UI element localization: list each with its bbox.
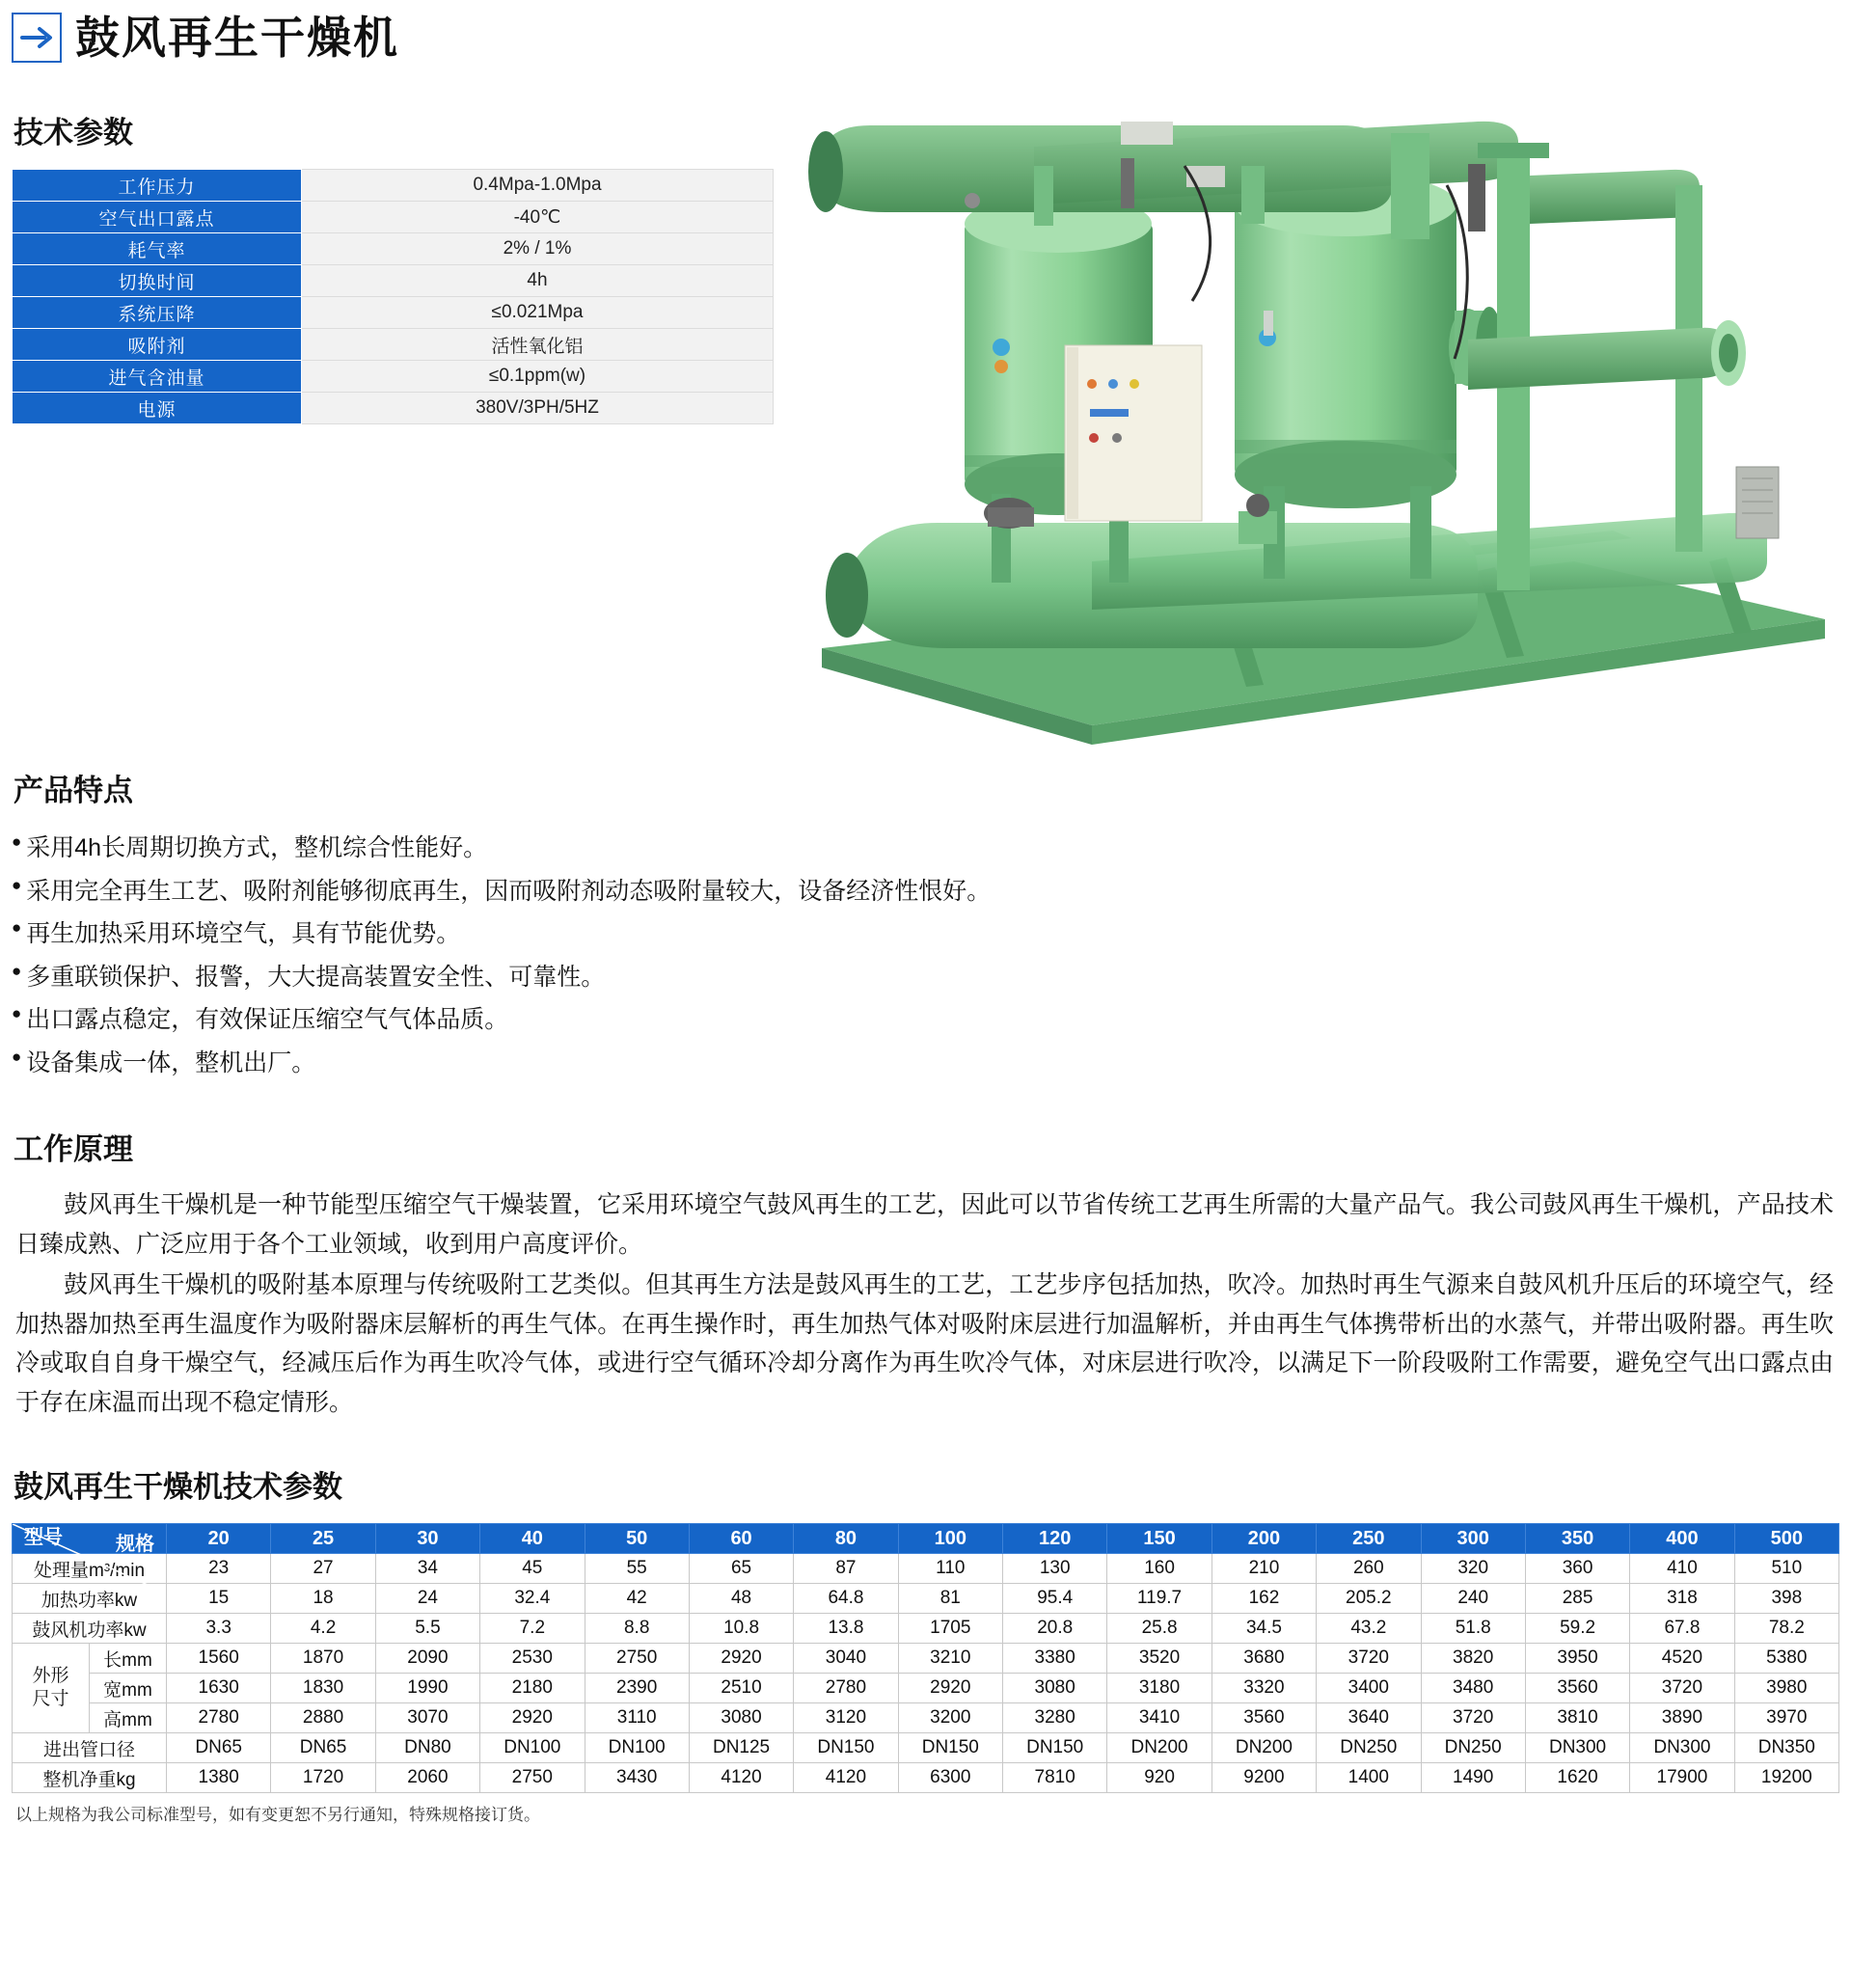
feature-text: 再生加热采用环境空气，具有节能优势。 — [26, 920, 461, 947]
cell: DN200 — [1211, 1733, 1316, 1763]
spec-value: ≤0.1ppm(w) — [302, 361, 774, 393]
cell: 42 — [585, 1584, 689, 1614]
parameter-table — [12, 1523, 1839, 1793]
cell: 4120 — [794, 1763, 898, 1793]
cell: 13.8 — [794, 1614, 898, 1644]
cell: 360 — [1525, 1554, 1629, 1584]
spec-value: 4h — [302, 265, 774, 297]
cell: 1990 — [375, 1674, 479, 1703]
list-item — [12, 912, 1839, 956]
cell: DN80 — [375, 1733, 479, 1763]
cell: DN150 — [898, 1733, 1002, 1763]
cell: 1870 — [271, 1644, 375, 1674]
cell: 24 — [375, 1584, 479, 1614]
column-header: 50 — [585, 1524, 689, 1554]
table-row — [13, 1763, 1839, 1793]
corner-model-label: 型号 — [24, 1527, 63, 1548]
cell: 3110 — [585, 1703, 689, 1733]
cell: 3980 — [1734, 1674, 1838, 1703]
spec-key: 工作压力 — [13, 170, 302, 202]
bullet-icon: ● — [12, 1004, 22, 1022]
list-item — [12, 1042, 1839, 1085]
table-row — [13, 1703, 1839, 1733]
column-header: 150 — [1107, 1524, 1211, 1554]
cell: 7.2 — [480, 1614, 585, 1644]
cell: DN65 — [271, 1733, 375, 1763]
cell: 2180 — [480, 1674, 585, 1703]
principle-heading: 工作原理 — [14, 1132, 133, 1166]
cell: 1720 — [271, 1763, 375, 1793]
principle-paragraph: 鼓风再生干燥机的吸附基本原理与传统吸附工艺类似。但其再生方法是鼓风再生的工艺，工艺步序包括加热，吹冷。加热时再生气源来自鼓风机升压后的环境空气，经加热器加热至再生温度作为吸附器床层解析的再生气体。在再生操作时，再生加热气体对吸附床层进行加温解析，并由再生气体携带析出的水蒸气，并带出吸附器。再生吹冷或取自自身干燥空气，经减压后作为再生吹冷气体，或进行空气循环冷却分离作为再生吹冷气体，对床层进行吹冷，以满足下一阶段吸附工作需要，避免空气出口露点由于存在床温而出现不稳定情形。 — [15, 1271, 1834, 1416]
principle-paragraph: 鼓风再生干燥机是一种节能型压缩空气干燥装置，它采用环境空气鼓风再生的工艺，因此可以节省传统工艺再生所需的大量产品气。我公司鼓风再生干燥机，产品技术日臻成熟、广泛应用于各个工业领域，收到用户高度评价。 — [15, 1191, 1834, 1258]
cell: 59.2 — [1525, 1614, 1629, 1644]
cell: 1705 — [898, 1614, 1002, 1644]
column-header: 350 — [1525, 1524, 1629, 1554]
cell: 78.2 — [1734, 1614, 1838, 1644]
cell: 2920 — [898, 1674, 1002, 1703]
table-row — [13, 1644, 1839, 1674]
table-row — [13, 361, 774, 393]
cell: DN350 — [1734, 1733, 1838, 1763]
table-row — [13, 170, 774, 202]
row-label: 进出管口径 — [13, 1733, 167, 1763]
cell: 17900 — [1630, 1763, 1734, 1793]
table-row — [13, 265, 774, 297]
cell: 2780 — [167, 1703, 271, 1733]
cell: 34.5 — [1211, 1614, 1316, 1644]
cell: 15 — [167, 1584, 271, 1614]
bullet-icon: ● — [12, 961, 22, 980]
spec-value: -40℃ — [302, 202, 774, 233]
bullet-icon: ● — [12, 875, 22, 894]
cell: 410 — [1630, 1554, 1734, 1584]
cell: 320 — [1421, 1554, 1525, 1584]
cell: 510 — [1734, 1554, 1838, 1584]
cell: 240 — [1421, 1584, 1525, 1614]
cell: 8.8 — [585, 1614, 689, 1644]
cell: 95.4 — [1003, 1584, 1107, 1614]
cell: DN150 — [794, 1733, 898, 1763]
spec-key: 耗气率 — [13, 233, 302, 265]
cell: 3720 — [1421, 1703, 1525, 1733]
features-section — [12, 766, 1839, 1084]
spec-value: 0.4Mpa-1.0Mpa — [302, 170, 774, 202]
cell: 3950 — [1525, 1644, 1629, 1674]
column-header: 60 — [689, 1524, 793, 1554]
bullet-icon: ● — [12, 918, 22, 937]
cell: 210 — [1211, 1554, 1316, 1584]
cell: 5380 — [1734, 1644, 1838, 1674]
column-header: 40 — [480, 1524, 585, 1554]
row-sub-label: 长mm — [90, 1644, 167, 1674]
cell: 205.2 — [1317, 1584, 1421, 1614]
cell: 6300 — [898, 1763, 1002, 1793]
cell: 119.7 — [1107, 1584, 1211, 1614]
cell: 55 — [585, 1554, 689, 1584]
cell: 81 — [898, 1584, 1002, 1614]
cell: 2510 — [689, 1674, 793, 1703]
bullet-icon: ● — [12, 1047, 22, 1066]
spec-table — [12, 169, 774, 424]
column-header: 20 — [167, 1524, 271, 1554]
cell: 10.8 — [689, 1614, 793, 1644]
cell: DN300 — [1525, 1733, 1629, 1763]
row-label: 鼓风机功率kw — [13, 1614, 167, 1644]
feature-text: 出口露点稳定，有效保证压缩空气气体品质。 — [26, 1006, 509, 1033]
feature-text: 多重联锁保护、报警，大大提高装置安全性、可靠性。 — [26, 963, 606, 991]
cell: 32.4 — [480, 1584, 585, 1614]
column-header: 200 — [1211, 1524, 1316, 1554]
cell: 3680 — [1211, 1644, 1316, 1674]
cell: DN100 — [480, 1733, 585, 1763]
spec-value: 380V/3PH/5HZ — [302, 393, 774, 424]
feature-text: 采用4h长周期切换方式，整机综合性能好。 — [26, 834, 488, 861]
cell: 3210 — [898, 1644, 1002, 1674]
cell: 285 — [1525, 1584, 1629, 1614]
features-list — [12, 827, 1839, 1084]
column-header: 120 — [1003, 1524, 1107, 1554]
cell: 3720 — [1317, 1644, 1421, 1674]
spec-heading: 技术参数 — [14, 116, 133, 150]
feature-text: 设备集成一体，整机出厂。 — [26, 1048, 316, 1076]
cell: 64.8 — [794, 1584, 898, 1614]
parameter-table-heading: 鼓风再生干燥机技术参数 — [14, 1470, 342, 1504]
cell: 398 — [1734, 1584, 1838, 1614]
cell: 5.5 — [375, 1614, 479, 1644]
cell: 2750 — [480, 1763, 585, 1793]
cell: 1630 — [167, 1674, 271, 1703]
cell: 3080 — [689, 1703, 793, 1733]
cell: 3070 — [375, 1703, 479, 1733]
list-item — [12, 956, 1839, 999]
row-label: 加热功率kw — [13, 1584, 167, 1614]
cell: 3180 — [1107, 1674, 1211, 1703]
cell: 3970 — [1734, 1703, 1838, 1733]
table-row — [13, 297, 774, 329]
cell: 51.8 — [1421, 1614, 1525, 1644]
bullet-icon: ● — [12, 832, 22, 851]
cell: 65 — [689, 1554, 793, 1584]
cell: 3720 — [1630, 1674, 1734, 1703]
cell: 3520 — [1107, 1644, 1211, 1674]
cell: 2090 — [375, 1644, 479, 1674]
table-row — [13, 1554, 1839, 1584]
principle-section — [12, 1125, 1839, 1422]
cell: 2780 — [794, 1674, 898, 1703]
cell: 23 — [167, 1554, 271, 1584]
cell: 162 — [1211, 1584, 1316, 1614]
cell: 1560 — [167, 1644, 271, 1674]
cell: 1380 — [167, 1763, 271, 1793]
cell: 260 — [1317, 1554, 1421, 1584]
cell: DN100 — [585, 1733, 689, 1763]
table-header-row — [13, 1524, 1839, 1554]
list-item — [12, 870, 1839, 913]
cell: 25.8 — [1107, 1614, 1211, 1644]
cell: DN125 — [689, 1733, 793, 1763]
table-row — [13, 202, 774, 233]
cell: 3400 — [1317, 1674, 1421, 1703]
row-sub-label: 宽mm — [90, 1674, 167, 1703]
spec-value: ≤0.021Mpa — [302, 297, 774, 329]
cell: 1490 — [1421, 1763, 1525, 1793]
table-row — [13, 329, 774, 361]
cell: 2920 — [480, 1703, 585, 1733]
table-note: 以上规格为我公司标准型号，如有变更恕不另行通知，特殊规格接订货。 — [15, 1806, 540, 1824]
cell: 3890 — [1630, 1703, 1734, 1733]
cell: 48 — [689, 1584, 793, 1614]
cell: 4520 — [1630, 1644, 1734, 1674]
cell: 1620 — [1525, 1763, 1629, 1793]
cell: 2530 — [480, 1644, 585, 1674]
cell: 3080 — [1003, 1674, 1107, 1703]
cell: 20.8 — [1003, 1614, 1107, 1644]
cell: DN300 — [1630, 1733, 1734, 1763]
spec-key: 系统压降 — [13, 297, 302, 329]
column-header: 500 — [1734, 1524, 1838, 1554]
cell: 3430 — [585, 1763, 689, 1793]
column-header: 25 — [271, 1524, 375, 1554]
cell: 4120 — [689, 1763, 793, 1793]
page-header — [12, 0, 1839, 68]
cell: 67.8 — [1630, 1614, 1734, 1644]
spec-key: 电源 — [13, 393, 302, 424]
product-photo — [803, 108, 1844, 783]
cell: 3.3 — [167, 1614, 271, 1644]
cell: 4.2 — [271, 1614, 375, 1644]
cell: 19200 — [1734, 1763, 1838, 1793]
list-item — [12, 827, 1839, 870]
cell: 920 — [1107, 1763, 1211, 1793]
table-row — [13, 393, 774, 424]
column-header: 250 — [1317, 1524, 1421, 1554]
table-row — [13, 1584, 1839, 1614]
cell: 2880 — [271, 1703, 375, 1733]
table-row — [13, 1614, 1839, 1644]
cell: 3560 — [1525, 1674, 1629, 1703]
list-item — [12, 998, 1839, 1042]
spec-value: 活性氧化铝 — [302, 329, 774, 361]
top-section — [12, 108, 1839, 725]
column-header: 80 — [794, 1524, 898, 1554]
table-corner-cell — [13, 1524, 167, 1554]
column-header: 300 — [1421, 1524, 1525, 1554]
cell: 3380 — [1003, 1644, 1107, 1674]
cell: 2060 — [375, 1763, 479, 1793]
page-title: 鼓风再生干燥机 — [75, 13, 399, 63]
corner-spec-label: 规格 — [116, 1534, 154, 1555]
column-header: 30 — [375, 1524, 479, 1554]
cell: 130 — [1003, 1554, 1107, 1584]
row-label: 整机净重kg — [13, 1763, 167, 1793]
cell: 18 — [271, 1584, 375, 1614]
cell: 3560 — [1211, 1703, 1316, 1733]
parameter-table-section — [12, 1462, 1839, 1825]
cell: 1830 — [271, 1674, 375, 1703]
cell: 3810 — [1525, 1703, 1629, 1733]
spec-column — [12, 108, 774, 424]
cell: 2750 — [585, 1644, 689, 1674]
cell: 45 — [480, 1554, 585, 1584]
cell: 3120 — [794, 1703, 898, 1733]
cell: 43.2 — [1317, 1614, 1421, 1644]
row-label: 处理量m³/min — [13, 1554, 167, 1584]
cell: 318 — [1630, 1584, 1734, 1614]
cell: DN250 — [1317, 1733, 1421, 1763]
feature-text: 采用完全再生工艺、吸附剂能够彻底再生，因而吸附剂动态吸附量较大，设备经济性恨好。 — [26, 877, 992, 905]
cell: 34 — [375, 1554, 479, 1584]
cell: 3640 — [1317, 1703, 1421, 1733]
cell: 7810 — [1003, 1763, 1107, 1793]
cell: DN150 — [1003, 1733, 1107, 1763]
table-row — [13, 1674, 1839, 1703]
spec-key: 切换时间 — [13, 265, 302, 297]
arrow-right-icon — [12, 13, 62, 63]
cell: 3410 — [1107, 1703, 1211, 1733]
cell: 87 — [794, 1554, 898, 1584]
cell: DN250 — [1421, 1733, 1525, 1763]
cell: 3820 — [1421, 1644, 1525, 1674]
column-header: 400 — [1630, 1524, 1734, 1554]
cell: 3480 — [1421, 1674, 1525, 1703]
cell: 3040 — [794, 1644, 898, 1674]
cell: 2920 — [689, 1644, 793, 1674]
cell: 2390 — [585, 1674, 689, 1703]
cell: 1400 — [1317, 1763, 1421, 1793]
table-row — [13, 233, 774, 265]
column-header: 100 — [898, 1524, 1002, 1554]
cell: 3200 — [898, 1703, 1002, 1733]
spec-value: 2% / 1% — [302, 233, 774, 265]
table-row — [13, 1733, 1839, 1763]
cell: DN65 — [167, 1733, 271, 1763]
cell: 27 — [271, 1554, 375, 1584]
spec-key: 空气出口露点 — [13, 202, 302, 233]
cell: 9200 — [1211, 1763, 1316, 1793]
features-heading: 产品特点 — [14, 774, 133, 807]
cell: 3280 — [1003, 1703, 1107, 1733]
cell: DN200 — [1107, 1733, 1211, 1763]
cell: 160 — [1107, 1554, 1211, 1584]
spec-key: 吸附剂 — [13, 329, 302, 361]
row-group-label: 外形 尺寸 — [13, 1644, 90, 1733]
cell: 110 — [898, 1554, 1002, 1584]
row-sub-label: 高mm — [90, 1703, 167, 1733]
spec-key: 进气含油量 — [13, 361, 302, 393]
cell: 3320 — [1211, 1674, 1316, 1703]
